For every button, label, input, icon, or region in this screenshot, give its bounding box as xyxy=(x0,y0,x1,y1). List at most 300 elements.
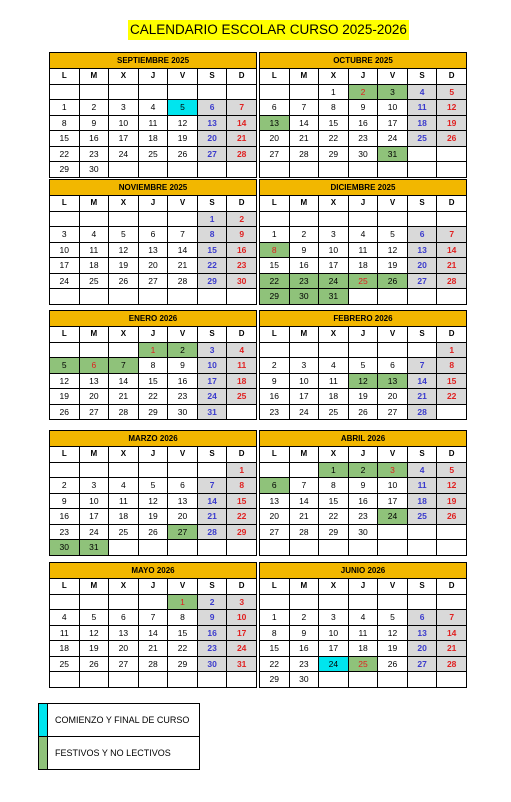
weekday-header: J xyxy=(348,69,378,85)
day-cell: 7 xyxy=(109,358,139,374)
weekday-header: S xyxy=(407,196,437,212)
day-cell xyxy=(227,540,257,556)
day-cell: 12 xyxy=(138,493,168,509)
day-cell xyxy=(348,594,378,610)
day-cell: 20 xyxy=(260,131,290,147)
day-cell xyxy=(168,462,198,478)
day-cell xyxy=(109,211,139,227)
month-calendar xyxy=(49,562,257,688)
day-cell: 17 xyxy=(378,493,408,509)
day-cell: 16 xyxy=(197,625,227,641)
day-cell: 22 xyxy=(437,389,467,405)
day-cell: 29 xyxy=(227,524,257,540)
day-cell: 7 xyxy=(437,227,467,243)
weekday-header: D xyxy=(227,447,257,463)
day-cell xyxy=(378,672,408,688)
day-cell: 28 xyxy=(109,404,139,420)
day-cell: 5 xyxy=(348,358,378,374)
month-title: ENERO 2026 xyxy=(50,311,257,327)
day-cell: 21 xyxy=(437,258,467,274)
day-cell: 27 xyxy=(407,273,437,289)
day-cell: 28 xyxy=(407,404,437,420)
month-title: ABRIL 2026 xyxy=(260,431,467,447)
day-cell: 19 xyxy=(378,641,408,657)
day-cell xyxy=(407,211,437,227)
day-cell: 25 xyxy=(348,273,378,289)
day-cell: 9 xyxy=(227,227,257,243)
day-cell: 9 xyxy=(197,610,227,626)
day-cell: 22 xyxy=(168,641,198,657)
day-cell: 29 xyxy=(168,656,198,672)
day-cell: 8 xyxy=(168,610,198,626)
day-cell: 8 xyxy=(138,358,168,374)
day-cell: 1 xyxy=(138,342,168,358)
day-cell: 15 xyxy=(168,625,198,641)
day-cell xyxy=(50,289,80,305)
day-cell: 14 xyxy=(407,373,437,389)
day-cell xyxy=(79,289,109,305)
day-cell xyxy=(260,211,290,227)
day-cell: 20 xyxy=(138,258,168,274)
weekday-header: S xyxy=(197,447,227,463)
day-cell: 31 xyxy=(319,289,349,305)
day-cell: 12 xyxy=(109,242,139,258)
weekday-header: D xyxy=(227,327,257,343)
weekday-header: L xyxy=(260,196,290,212)
day-cell: 26 xyxy=(109,273,139,289)
day-cell: 20 xyxy=(197,131,227,147)
week-row xyxy=(260,540,467,556)
week-row xyxy=(50,162,257,178)
day-cell: 13 xyxy=(168,493,198,509)
weekday-header: D xyxy=(437,69,467,85)
day-cell: 9 xyxy=(289,242,319,258)
week-row xyxy=(260,672,467,688)
day-cell: 19 xyxy=(79,641,109,657)
day-cell xyxy=(378,162,408,178)
day-cell: 13 xyxy=(260,493,290,509)
day-cell: 3 xyxy=(50,227,80,243)
day-cell: 13 xyxy=(407,242,437,258)
day-cell xyxy=(437,672,467,688)
day-cell xyxy=(50,594,80,610)
day-cell xyxy=(378,594,408,610)
day-cell: 23 xyxy=(227,258,257,274)
day-cell: 27 xyxy=(168,524,198,540)
weekday-header: V xyxy=(168,327,198,343)
day-cell xyxy=(197,289,227,305)
day-cell: 5 xyxy=(437,84,467,100)
day-cell xyxy=(407,146,437,162)
week-row xyxy=(260,625,467,641)
month-calendar xyxy=(49,52,257,178)
week-row xyxy=(50,358,257,374)
day-cell: 6 xyxy=(138,227,168,243)
legend-label: FESTIVOS Y NO LECTIVOS xyxy=(48,737,200,770)
day-cell xyxy=(50,462,80,478)
day-cell: 4 xyxy=(407,462,437,478)
day-cell: 22 xyxy=(260,273,290,289)
day-cell: 28 xyxy=(289,146,319,162)
weekday-header: M xyxy=(79,447,109,463)
day-cell: 19 xyxy=(168,131,198,147)
day-cell: 20 xyxy=(260,509,290,525)
day-cell xyxy=(407,289,437,305)
day-cell: 17 xyxy=(197,373,227,389)
day-cell: 1 xyxy=(260,610,290,626)
day-cell xyxy=(79,211,109,227)
day-cell: 30 xyxy=(168,404,198,420)
day-cell: 20 xyxy=(168,509,198,525)
week-row xyxy=(50,478,257,494)
day-cell: 30 xyxy=(227,273,257,289)
day-cell: 21 xyxy=(407,389,437,405)
weekday-header: X xyxy=(109,579,139,595)
day-cell: 12 xyxy=(79,625,109,641)
day-cell: 13 xyxy=(378,373,408,389)
week-row xyxy=(50,227,257,243)
weekday-header: L xyxy=(260,327,290,343)
weekday-header: J xyxy=(138,579,168,595)
day-cell: 10 xyxy=(79,493,109,509)
weekday-header: M xyxy=(79,196,109,212)
day-cell xyxy=(407,540,437,556)
week-row xyxy=(260,211,467,227)
day-cell xyxy=(289,84,319,100)
day-cell: 24 xyxy=(50,273,80,289)
week-row xyxy=(260,131,467,147)
day-cell: 14 xyxy=(197,493,227,509)
day-cell: 9 xyxy=(289,625,319,641)
day-cell: 20 xyxy=(109,641,139,657)
day-cell xyxy=(260,162,290,178)
day-cell: 14 xyxy=(437,625,467,641)
day-cell xyxy=(348,162,378,178)
day-cell: 11 xyxy=(50,625,80,641)
day-cell: 3 xyxy=(378,84,408,100)
day-cell: 28 xyxy=(289,524,319,540)
weekday-header: M xyxy=(289,327,319,343)
weekday-header: L xyxy=(260,447,290,463)
weekday-header: S xyxy=(197,327,227,343)
weekday-header: D xyxy=(437,196,467,212)
day-cell: 14 xyxy=(138,625,168,641)
day-cell: 16 xyxy=(79,131,109,147)
day-cell: 2 xyxy=(227,211,257,227)
day-cell: 15 xyxy=(138,373,168,389)
week-row xyxy=(50,342,257,358)
day-cell: 16 xyxy=(50,509,80,525)
day-cell: 18 xyxy=(348,258,378,274)
weekday-header: X xyxy=(319,579,349,595)
day-cell: 9 xyxy=(50,493,80,509)
day-cell: 11 xyxy=(138,115,168,131)
day-cell: 13 xyxy=(407,625,437,641)
day-cell: 24 xyxy=(227,641,257,657)
day-cell xyxy=(260,342,290,358)
day-cell: 6 xyxy=(260,478,290,494)
day-cell xyxy=(227,672,257,688)
cyan-swatch xyxy=(39,704,48,737)
weekday-header: X xyxy=(319,196,349,212)
day-cell: 3 xyxy=(79,478,109,494)
day-cell: 23 xyxy=(79,146,109,162)
day-cell xyxy=(168,289,198,305)
day-cell: 14 xyxy=(109,373,139,389)
weekday-header: M xyxy=(289,447,319,463)
day-cell: 8 xyxy=(319,478,349,494)
day-cell: 27 xyxy=(260,524,290,540)
month-title: MAYO 2026 xyxy=(50,563,257,579)
day-cell: 13 xyxy=(197,115,227,131)
day-cell: 14 xyxy=(227,115,257,131)
day-cell xyxy=(437,211,467,227)
month-calendar xyxy=(49,430,257,556)
weekday-header: L xyxy=(260,579,290,595)
day-cell: 9 xyxy=(168,358,198,374)
day-cell: 29 xyxy=(260,289,290,305)
day-cell: 17 xyxy=(227,625,257,641)
weekday-header: J xyxy=(138,196,168,212)
weekday-header: M xyxy=(289,196,319,212)
weekday-header: M xyxy=(289,69,319,85)
day-cell: 17 xyxy=(319,641,349,657)
day-cell xyxy=(289,342,319,358)
weekday-header: L xyxy=(50,69,80,85)
day-cell xyxy=(289,594,319,610)
day-cell: 1 xyxy=(319,462,349,478)
day-cell: 7 xyxy=(227,100,257,116)
day-cell: 17 xyxy=(289,389,319,405)
week-row xyxy=(260,162,467,178)
day-cell: 4 xyxy=(348,610,378,626)
day-cell xyxy=(50,84,80,100)
week-row xyxy=(50,404,257,420)
day-cell: 4 xyxy=(227,342,257,358)
day-cell: 7 xyxy=(437,610,467,626)
day-cell: 28 xyxy=(168,273,198,289)
weekday-header: L xyxy=(50,447,80,463)
day-cell: 7 xyxy=(407,358,437,374)
day-cell: 31 xyxy=(227,656,257,672)
day-cell: 18 xyxy=(407,493,437,509)
day-cell: 16 xyxy=(227,242,257,258)
day-cell: 6 xyxy=(260,100,290,116)
day-cell xyxy=(319,672,349,688)
legend-label: COMIENZO Y FINAL DE CURSO xyxy=(48,704,200,737)
weekday-header: S xyxy=(197,69,227,85)
weekday-header: X xyxy=(319,447,349,463)
day-cell: 17 xyxy=(50,258,80,274)
weekday-header: D xyxy=(227,69,257,85)
day-cell: 26 xyxy=(348,404,378,420)
day-cell: 22 xyxy=(227,509,257,525)
day-cell xyxy=(79,462,109,478)
day-cell: 15 xyxy=(227,493,257,509)
day-cell xyxy=(227,289,257,305)
month-title: DICIEMBRE 2025 xyxy=(260,180,467,196)
week-row xyxy=(260,358,467,374)
day-cell: 9 xyxy=(260,373,290,389)
weekday-header: V xyxy=(378,327,408,343)
weekday-header: M xyxy=(79,327,109,343)
day-cell: 23 xyxy=(197,641,227,657)
day-cell xyxy=(168,672,198,688)
day-cell xyxy=(289,162,319,178)
month-calendar xyxy=(49,179,257,305)
day-cell: 16 xyxy=(168,373,198,389)
day-cell: 12 xyxy=(437,478,467,494)
day-cell xyxy=(289,211,319,227)
weekday-header: S xyxy=(407,327,437,343)
day-cell: 30 xyxy=(289,289,319,305)
day-cell: 4 xyxy=(50,610,80,626)
day-cell: 15 xyxy=(50,131,80,147)
day-cell: 2 xyxy=(197,594,227,610)
day-cell: 20 xyxy=(407,641,437,657)
week-row xyxy=(260,258,467,274)
week-row xyxy=(50,389,257,405)
day-cell: 8 xyxy=(197,227,227,243)
week-row xyxy=(260,509,467,525)
day-cell xyxy=(437,540,467,556)
day-cell xyxy=(378,289,408,305)
day-cell: 18 xyxy=(50,641,80,657)
weekday-header: L xyxy=(50,327,80,343)
weekday-header: V xyxy=(378,447,408,463)
day-cell: 26 xyxy=(168,146,198,162)
day-cell: 21 xyxy=(227,131,257,147)
day-cell: 24 xyxy=(109,146,139,162)
weekday-header: V xyxy=(378,196,408,212)
weekday-header: S xyxy=(197,196,227,212)
weekday-header: M xyxy=(79,579,109,595)
day-cell xyxy=(348,540,378,556)
weekday-header: V xyxy=(378,579,408,595)
day-cell: 6 xyxy=(109,610,139,626)
day-cell: 23 xyxy=(260,404,290,420)
day-cell: 6 xyxy=(378,358,408,374)
weekday-header: S xyxy=(407,579,437,595)
day-cell: 30 xyxy=(197,656,227,672)
day-cell: 4 xyxy=(407,84,437,100)
day-cell: 2 xyxy=(348,84,378,100)
day-cell: 3 xyxy=(197,342,227,358)
day-cell: 14 xyxy=(437,242,467,258)
day-cell: 25 xyxy=(319,404,349,420)
day-cell: 18 xyxy=(319,389,349,405)
week-row xyxy=(50,273,257,289)
day-cell: 22 xyxy=(260,656,290,672)
day-cell: 25 xyxy=(138,146,168,162)
day-cell: 11 xyxy=(407,478,437,494)
day-cell xyxy=(138,462,168,478)
day-cell xyxy=(348,289,378,305)
day-cell: 7 xyxy=(168,227,198,243)
day-cell: 21 xyxy=(289,509,319,525)
page-title: CALENDARIO ESCOLAR CURSO 2025-2026 xyxy=(128,20,409,40)
day-cell xyxy=(197,162,227,178)
day-cell: 28 xyxy=(437,656,467,672)
day-cell: 24 xyxy=(289,404,319,420)
day-cell xyxy=(109,672,139,688)
weekday-header: V xyxy=(168,579,198,595)
day-cell: 21 xyxy=(197,509,227,525)
week-row xyxy=(260,227,467,243)
day-cell: 5 xyxy=(378,610,408,626)
week-row xyxy=(260,656,467,672)
day-cell xyxy=(437,524,467,540)
day-cell: 31 xyxy=(79,540,109,556)
day-cell: 2 xyxy=(50,478,80,494)
week-row xyxy=(260,100,467,116)
day-cell: 23 xyxy=(348,131,378,147)
day-cell: 1 xyxy=(437,342,467,358)
day-cell xyxy=(319,594,349,610)
day-cell xyxy=(197,540,227,556)
day-cell: 11 xyxy=(227,358,257,374)
weekday-header: V xyxy=(168,447,198,463)
week-row xyxy=(260,524,467,540)
day-cell: 22 xyxy=(319,131,349,147)
day-cell xyxy=(437,146,467,162)
day-cell: 3 xyxy=(319,610,349,626)
day-cell: 1 xyxy=(197,211,227,227)
week-row xyxy=(50,146,257,162)
day-cell: 26 xyxy=(79,656,109,672)
day-cell: 5 xyxy=(168,100,198,116)
day-cell: 11 xyxy=(109,493,139,509)
day-cell: 4 xyxy=(348,227,378,243)
day-cell: 25 xyxy=(227,389,257,405)
month-title: SEPTIEMBRE 2025 xyxy=(50,53,257,69)
day-cell xyxy=(50,672,80,688)
day-cell xyxy=(168,540,198,556)
day-cell: 11 xyxy=(79,242,109,258)
day-cell: 23 xyxy=(289,656,319,672)
week-row xyxy=(260,242,467,258)
weekday-header: L xyxy=(50,196,80,212)
weekday-header: L xyxy=(50,579,80,595)
day-cell: 21 xyxy=(109,389,139,405)
day-cell: 29 xyxy=(319,146,349,162)
day-cell: 5 xyxy=(50,358,80,374)
day-cell: 26 xyxy=(138,524,168,540)
day-cell: 21 xyxy=(437,641,467,657)
day-cell xyxy=(109,342,139,358)
day-cell: 13 xyxy=(109,625,139,641)
day-cell: 18 xyxy=(227,373,257,389)
day-cell xyxy=(437,404,467,420)
day-cell: 12 xyxy=(50,373,80,389)
day-cell xyxy=(227,84,257,100)
weekday-header: V xyxy=(168,69,198,85)
day-cell: 15 xyxy=(319,493,349,509)
weekday-header: J xyxy=(348,579,378,595)
weekday-header: S xyxy=(407,447,437,463)
day-cell: 24 xyxy=(319,656,349,672)
day-cell: 6 xyxy=(407,227,437,243)
day-cell xyxy=(319,211,349,227)
day-cell xyxy=(319,162,349,178)
day-cell: 6 xyxy=(79,358,109,374)
month-title: OCTUBRE 2025 xyxy=(260,53,467,69)
day-cell: 15 xyxy=(197,242,227,258)
day-cell: 19 xyxy=(348,389,378,405)
day-cell: 25 xyxy=(50,656,80,672)
day-cell: 4 xyxy=(79,227,109,243)
day-cell: 23 xyxy=(289,273,319,289)
